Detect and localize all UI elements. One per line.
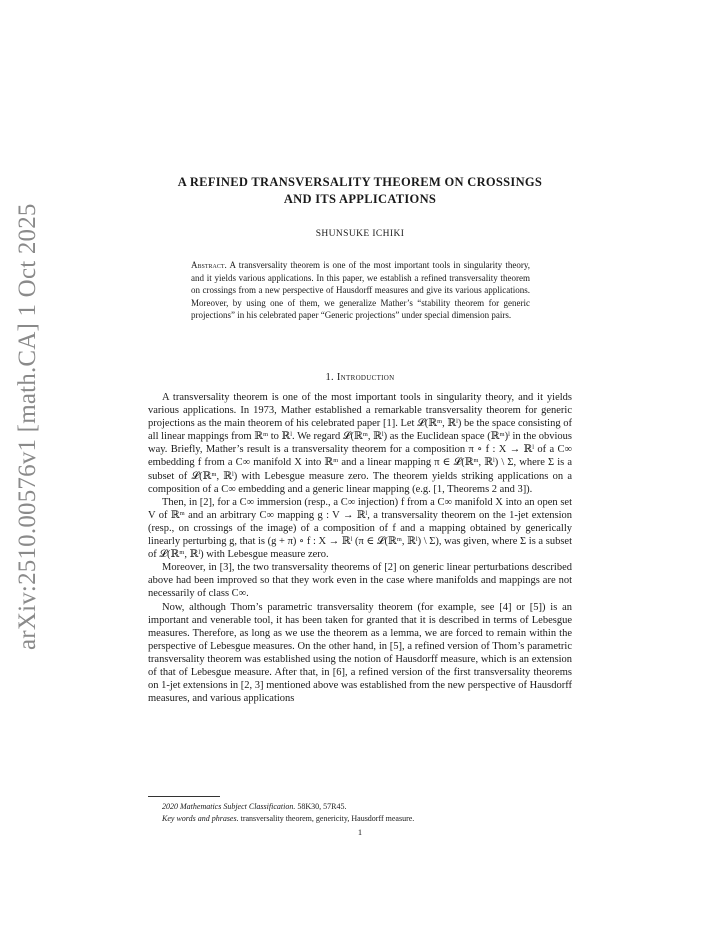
footnote-msc-value: 58K30, 57R45. [297, 802, 347, 811]
page-number: 1 [357, 827, 363, 837]
arxiv-identifier-stamp: arXiv:2510.00576v1 [math.CA] 1 Oct 2025 [14, 203, 41, 650]
footnote-keywords-value: transversality theorem, genericity, Hausdorff measure. [240, 813, 415, 823]
footnote-msc-label: 2020 Mathematics Subject Classification. [162, 802, 296, 811]
paragraph: Moreover, in [3], the two transversality theorems of [2] on generic linear perturbations described above had been improved so that they work even in the case where manifolds and mappings are not necessarily of class C∞. [148, 562, 572, 600]
author-name: SHUNSUKE ICHIKI [315, 229, 405, 239]
footnotes [148, 801, 572, 824]
footnote-divider [148, 796, 220, 797]
paragraph: A transversality theorem is one of the most important tools in singularity theory, and it yields various applications. In 1973, Mather established a remarkable transversality theorem for generic projections as the main theorem of his celebrated paper [1]. Let 𝓛(ℝᵐ, ℝˡ) be the space consisting of all linear mappings from ℝᵐ to ℝˡ. We regard 𝓛(ℝᵐ, ℝˡ) as the Euclidean space (ℝᵐ)ˡ in the obvious way. Briefly, Mather’s result is a transversality theorem for a composition π ∘ f : X → ℝˡ of a C∞ embedding f from a C∞ manifold X into ℝᵐ and a linear mapping π ∈ 𝓛(ℝᵐ, ℝˡ) \ Σ, where Σ is a subset of 𝓛(ℝᵐ, ℝˡ) with Lebesgue measure zero. The theorem yields striking applications on a composition of a C∞ embedding and a generic linear mapping (e.g. [1, Theorems 2 and 3]). [148, 392, 572, 495]
paragraph: Now, although Thom’s parametric transversality theorem (for example, see [4] or [5]) is an important and venerable tool, it has been taken for granted that it is described in terms of Lebesgue measures. Therefore, as long as we use the theorem as a lemma, we are forced to remain within the perspective of Lebesgue measures. On the other hand, in [5], a refined version of Thom’s parametric transversality theorem was established using the notion of Hausdorff measure, which is an extension of that of Lebesgue measure. After that, in [6], a refined version of the first transversality theorems on 1-jet extensions in [2, 3] mentioned above was established from the new perspective of Hausdorff measures, and various applications [148, 601, 572, 705]
introduction-body [148, 391, 572, 705]
footnote-keywords-label: Key words and phrases. [162, 813, 239, 823]
abstract-text: A transversality theorem is one of the most important tools in singularity theory, and it yields various applications. In this paper, we establish a refined transversality theorem on crossings from a new perspective of Hausdorff measures and give its various applications. Moreover, by using one of them, we generalize Mather’s “stability theorem for generic projections” in his celebrated paper “Generic projections” under special dimension pairs. [191, 260, 530, 321]
footnote-keywords [148, 813, 572, 825]
abstract-label: Abstract. [191, 260, 227, 270]
paragraph: Then, in [2], for a C∞ immersion (resp., a C∞ injection) f from a C∞ manifold X into an open set V of ℝᵐ and an arbitrary C∞ mapping g : V → ℝˡ, a transversality theorem on the 1-jet extension (resp., on crossings of the image) of a composition of f and a mapping obtained by generically linearly perturbing g, that is (g + π) ∘ f : X → ℝˡ (π ∈ 𝓛(ℝᵐ, ℝˡ) \ Σ), was given, where Σ is a subset of 𝓛(ℝᵐ, ℝˡ) with Lebesgue measure zero. [148, 496, 572, 561]
section-heading-introduction: 1. Introduction [325, 372, 395, 383]
paper-title [150, 174, 570, 208]
footnote-msc [148, 801, 572, 813]
abstract [191, 259, 530, 322]
paper-title-line-2: AND ITS APPLICATIONS [283, 192, 437, 206]
paper-title-line-1: A REFINED TRANSVERSALITY THEOREM ON CROSSINGS [177, 175, 543, 189]
